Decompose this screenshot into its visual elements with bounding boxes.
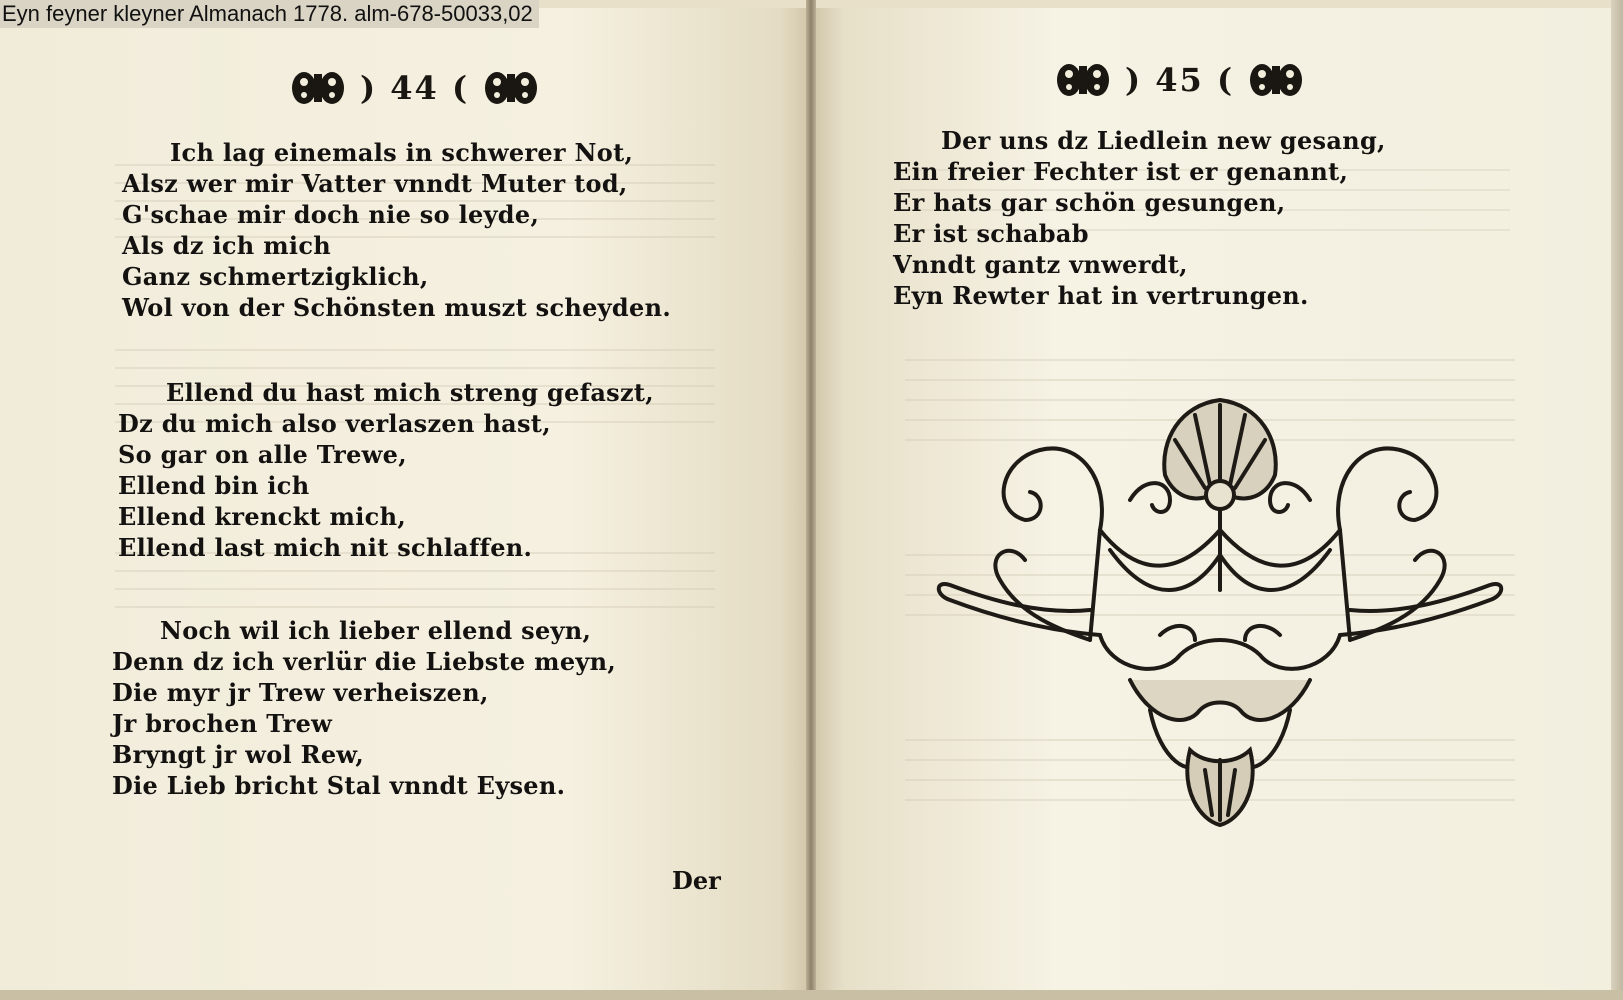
verse-line: Jr brochen Trew — [112, 709, 333, 738]
fleuron-ornament-icon — [1055, 60, 1111, 100]
stanza-3 — [112, 615, 616, 801]
verse-line: Ellend du hast mich streng gefaszt, — [166, 378, 654, 407]
stanza-2 — [118, 377, 654, 563]
verse-line: Der uns dz Liedlein new gesang, — [941, 126, 1386, 155]
rococo-vignette-ornament — [930, 380, 1510, 835]
verse-line: Eyn Rewter hat in vertrungen. — [893, 281, 1309, 310]
page-edge — [1611, 0, 1623, 1000]
right-page-header — [1055, 60, 1304, 100]
verse-line: G'schae mir doch nie so leyde, — [122, 200, 540, 229]
verse-line: Die Lieb bricht Stal vnndt Eysen. — [112, 771, 566, 800]
verse-line: Noch wil ich lieber ellend seyn, — [160, 616, 592, 645]
page-number: ) 45 ( — [1125, 61, 1235, 99]
verse-line: Die myr jr Trew verheiszen, — [112, 678, 489, 707]
verse-line: Er ist schabab — [893, 219, 1089, 248]
verse-line: Denn dz ich verlür die Liebste meyn, — [112, 647, 617, 676]
page-bottom-edge — [0, 990, 1623, 1000]
verse-line: Er hats gar schön gesungen, — [893, 188, 1286, 217]
verse-line: Ganz schmertzigklich, — [122, 262, 429, 291]
fleuron-ornament-icon — [1248, 60, 1304, 100]
verse-line: Alsz wer mir Vatter vnndt Muter tod, — [122, 169, 628, 198]
verse-line: Als dz ich mich — [122, 231, 331, 260]
verse-line: Ellend krenckt mich, — [118, 502, 406, 531]
stanza-4 — [893, 125, 1386, 311]
verse-line: Vnndt gantz vnwerdt, — [893, 250, 1188, 279]
page-number: ) 44 ( — [360, 69, 470, 107]
verse-line: Dz du mich also verlaszen hast, — [118, 409, 551, 438]
verse-line: Bryngt jr wol Rew, — [112, 740, 365, 769]
image-caption: Eyn feyner kleyner Almanach 1778. alm-678-50033,02 — [0, 0, 539, 28]
verse-line: Ich lag einemals in schwerer Not, — [170, 138, 634, 167]
verse-line: So gar on alle Trewe, — [118, 440, 407, 469]
verse-line: Ein freier Fechter ist er genannt, — [893, 157, 1349, 186]
verse-line: Wol von der Schönsten muszt scheyden. — [122, 293, 671, 322]
verse-line: Ellend bin ich — [118, 471, 310, 500]
left-page-header — [290, 68, 539, 108]
fleuron-ornament-icon — [483, 68, 539, 108]
catchword: Der — [672, 866, 721, 895]
stanza-1 — [122, 137, 671, 323]
verse-line: Ellend last mich nit schlaffen. — [118, 533, 533, 562]
book-gutter — [806, 0, 816, 1000]
fleuron-ornament-icon — [290, 68, 346, 108]
